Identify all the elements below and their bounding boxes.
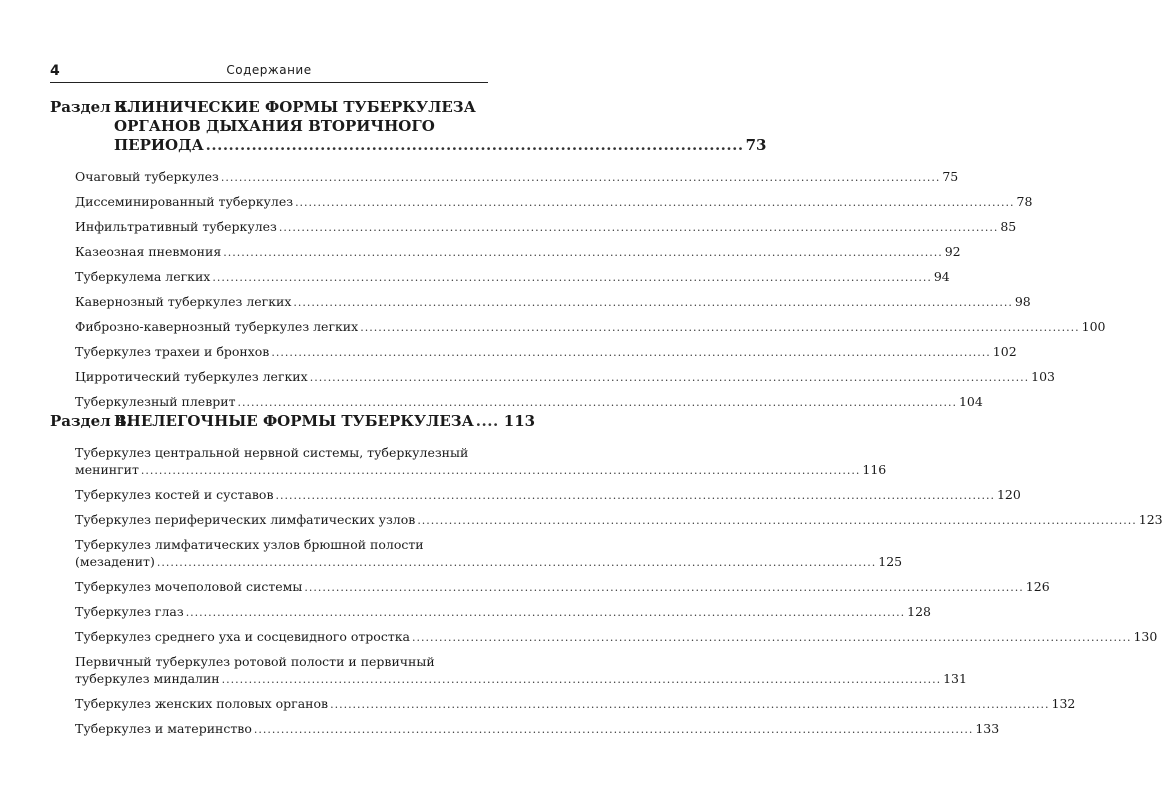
section-3-title-line: КЛИНИЧЕСКИЕ ФОРМЫ ТУБЕРКУЛЕЗА: [114, 98, 476, 116]
toc-entry-title: Туберкулез костей и суставов: [75, 487, 274, 502]
section-4-heading[interactable]: [50, 412, 536, 431]
toc-entry-title: Туберкулез мочеполовой системы: [75, 579, 303, 594]
section-3-heading[interactable]: [50, 98, 767, 155]
toc-entry-page: 98: [1014, 294, 1031, 309]
toc-entry-page: 94: [933, 269, 950, 284]
section-4-page: 113: [503, 412, 536, 430]
dot-leader: ................................................................................................................................................................: [293, 296, 1013, 309]
toc-entry-title: Туберкулез трахеи и бронхов: [75, 344, 270, 359]
toc-entry[interactable]: [75, 293, 1031, 311]
toc-entry-page: 116: [862, 462, 887, 477]
section-3-title-line: ОРГАНОВ ДЫХАНИЯ ВТОРИЧНОГО: [114, 117, 435, 135]
toc-entry-title: Туберкулез и материнство: [75, 721, 252, 736]
toc-entry-title: Туберкулез периферических лимфатических узлов: [75, 512, 416, 527]
toc-entry-title: Цирротический туберкулез легких: [75, 369, 308, 384]
toc-entry[interactable]: [75, 193, 1033, 211]
toc-entry-page: 102: [992, 344, 1017, 359]
dot-leader: ................................................................................................................................................................: [309, 371, 1030, 384]
dot-leader: ................................................................................................................................................................: [278, 221, 999, 234]
toc-entry-title-line: Туберкулез лимфатических узлов брюшной полости: [75, 537, 424, 552]
toc-entry[interactable]: [75, 268, 950, 286]
toc-entry-title: Очаговый туберкулез: [75, 169, 219, 184]
toc-entry-page: 100: [1081, 319, 1106, 334]
toc-entry[interactable]: [75, 511, 1163, 529]
toc-entry[interactable]: [75, 628, 1158, 646]
toc-entry-page: 85: [1000, 219, 1017, 234]
toc-entry-page: 133: [975, 721, 1000, 736]
toc-entry-title: (мезаденит): [75, 554, 155, 569]
toc-entry[interactable]: [75, 168, 959, 186]
toc-entry-page: 125: [878, 554, 903, 569]
toc-entry[interactable]: [75, 578, 1050, 596]
dot-leader: ................................................................................................................................................................: [295, 196, 1015, 209]
toc-entry-title: Кавернозный туберкулез легких: [75, 294, 292, 309]
toc-entry[interactable]: [75, 653, 967, 688]
toc-entry-title: Туберкулез среднего уха и сосцевидного отростка: [75, 629, 411, 644]
dot-leader: ................................................................................................................................................................: [220, 171, 941, 184]
toc-entry[interactable]: [75, 368, 1056, 386]
toc-entry-page: 126: [1025, 579, 1050, 594]
toc-entry-title: Туберкулез глаз: [75, 604, 184, 619]
toc-entry[interactable]: [75, 218, 1017, 236]
toc-entry-title: менингит: [75, 462, 139, 477]
dot-leader: ..............................................................................................: [205, 136, 744, 154]
toc-entry[interactable]: [75, 720, 1000, 738]
toc-entry-page: 103: [1031, 369, 1056, 384]
dot-leader: ................................................................................................................................................................: [275, 489, 995, 502]
dot-leader: ................................................................................................................................................................: [221, 673, 942, 686]
toc-entry[interactable]: [75, 393, 983, 411]
toc-entry-page: 78: [1016, 194, 1033, 209]
dot-leader: ................................................................................................................................................................: [271, 346, 991, 359]
toc-entry[interactable]: [75, 695, 1076, 713]
dot-leader: ................................................................................................................................................................: [156, 556, 877, 569]
toc-entry-page: 75: [942, 169, 959, 184]
section-3-title-line: ПЕРИОДА: [114, 136, 204, 154]
section-3-page: 73: [745, 136, 767, 154]
dot-leader: ................................................................................................................................................................: [140, 464, 861, 477]
toc-entry-page: 123: [1138, 512, 1163, 527]
dot-leader: ................................................................................................................................................................: [360, 321, 1080, 334]
page-number: 4: [50, 63, 60, 79]
section-4-label: Раздел 4.: [50, 412, 132, 430]
toc-entry-title: Туберкулезный плеврит: [75, 394, 236, 409]
dot-leader: ................................................................................................................................................................: [412, 631, 1132, 644]
section-4-entries: [75, 444, 1163, 738]
toc-entry-page: 92: [944, 244, 961, 259]
toc-entry-page: 104: [958, 394, 983, 409]
section-3-label: Раздел 3.: [50, 98, 132, 116]
dot-leader: ................................................................................................................................................................: [223, 246, 943, 259]
section-3-entries: [75, 168, 1106, 411]
toc-entry-title: Диссеминированный туберкулез: [75, 194, 294, 209]
toc-entry-title: Туберкулез женских половых органов: [75, 696, 329, 711]
toc-entry-page: 128: [907, 604, 931, 619]
dot-leader: ................................................................................................................................................................: [417, 514, 1137, 527]
toc-entry[interactable]: [75, 318, 1106, 336]
section-3: [50, 98, 1106, 418]
toc-entry-title-line: Первичный туберкулез ротовой полости и первичный: [75, 654, 435, 669]
section-4: [50, 412, 1163, 745]
dot-leader: ................................................................................................................................................................: [212, 271, 932, 284]
page-header: [50, 62, 488, 83]
dot-leader: ................................................................................................................................................................: [185, 606, 906, 619]
toc-entry[interactable]: [75, 486, 1021, 504]
toc-entry[interactable]: [75, 603, 931, 621]
toc-entry-title: Казеозная пневмония: [75, 244, 222, 259]
dot-leader: ................................................................................................................................................................: [237, 396, 957, 409]
dot-leader: ................................................................................................................................................................: [304, 581, 1024, 594]
toc-entry[interactable]: [75, 343, 1017, 361]
toc-entry-page: 131: [943, 671, 967, 686]
dot-leader: ................................................................................................................................................................: [330, 698, 1050, 711]
toc-entry-page: 132: [1051, 696, 1076, 711]
dot-leader: ....: [475, 412, 499, 430]
toc-entry-title: Фиброзно-кавернозный туберкулез легких: [75, 319, 359, 334]
toc-entry[interactable]: [75, 243, 961, 261]
toc-entry-page: 120: [996, 487, 1021, 502]
toc-entry-title: Туберкулема легких: [75, 269, 211, 284]
toc-entry-page: 130: [1133, 629, 1158, 644]
toc-entry[interactable]: [75, 536, 903, 571]
running-title: Содержание: [226, 63, 312, 77]
toc-entry-title: Инфильтративный туберкулез: [75, 219, 277, 234]
toc-entry-title-line: Туберкулез центральной нервной системы, туберкулезный: [75, 445, 469, 460]
dot-leader: ................................................................................................................................................................: [253, 723, 974, 736]
toc-entry[interactable]: [75, 444, 887, 479]
toc-entry-title: туберкулез миндалин: [75, 671, 220, 686]
section-4-title: ВНЕЛЕГОЧНЫЕ ФОРМЫ ТУБЕРКУЛЕЗА: [114, 412, 474, 430]
